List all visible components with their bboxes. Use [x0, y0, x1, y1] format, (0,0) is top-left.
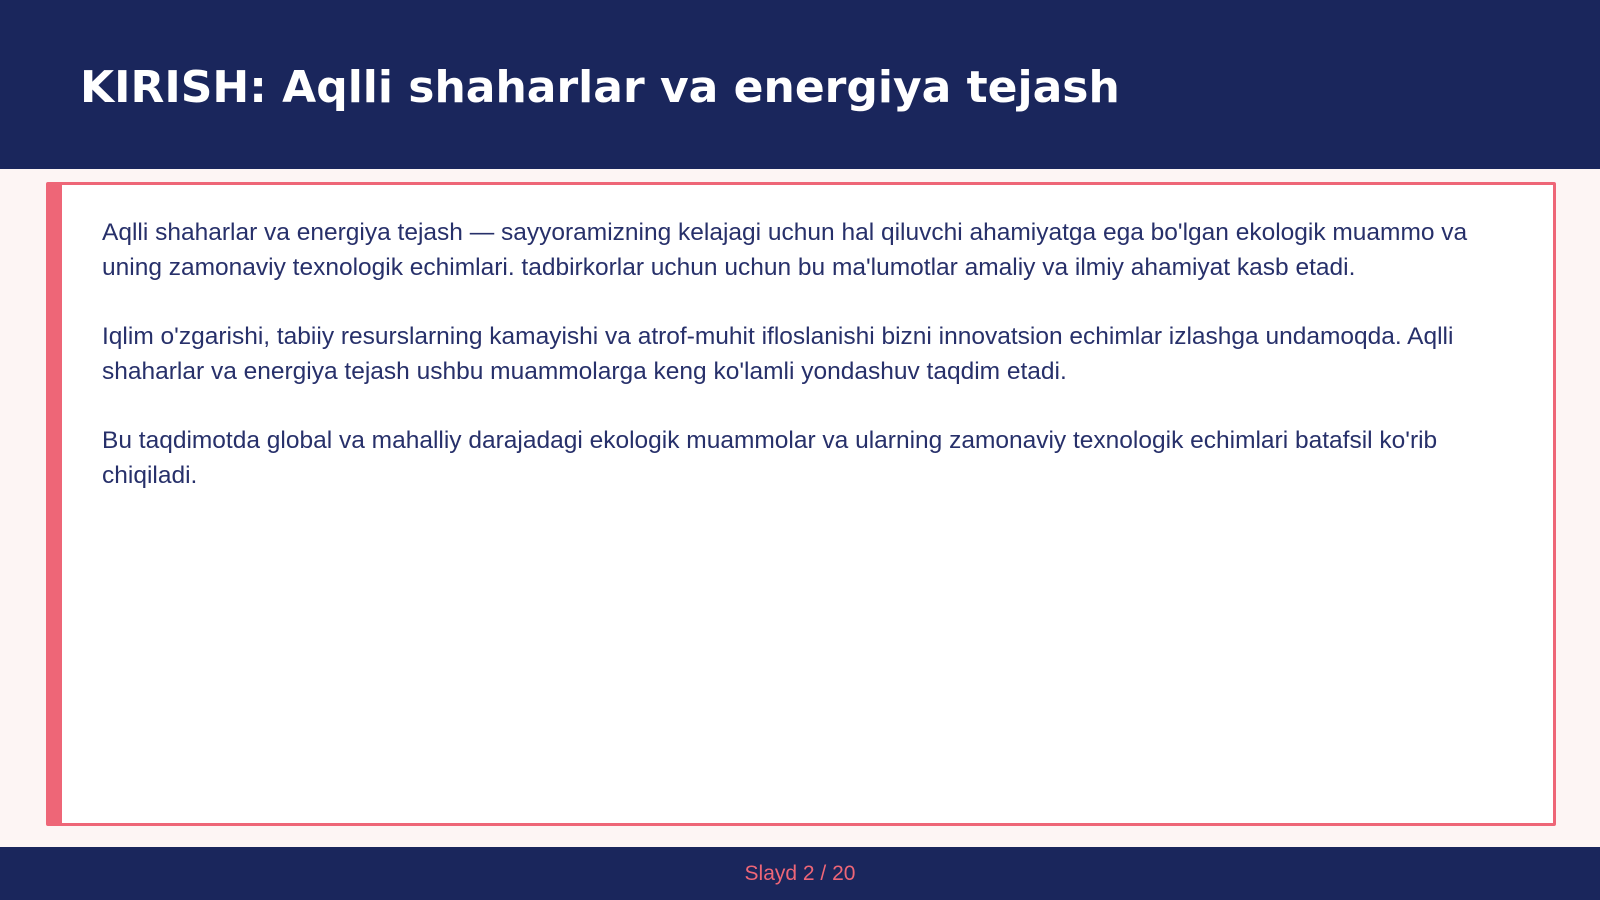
paragraph-climate: Iqlim o'zgarishi, tabiiy resurslarning kamayishi va atrof-muhit ifloslanishi bizni innovatsion echimlar izlashga undamoqda. Aqlli shaharlar va energiya tejash ushbu muammolarga keng ko'lamli yondashuv taqdim etadi.	[102, 323, 1454, 385]
slide-counter: Slayd 2 / 20	[744, 862, 856, 885]
slide-header	[0, 0, 1600, 169]
slide-title: KIRISH: Aqlli shaharlar va energiya tejash	[80, 62, 1120, 113]
paragraph-intro: Aqlli shaharlar va energiya tejash — sayyoramizning kelajagi uchun hal qiluvchi ahamiyatga ega bo'lgan ekologik muammo va uning zamonaviy texnologik echimlari. tadbirkorlar uchun uchun bu ma'lumotlar amaliy va ilmiy ahamiyat kasb etadi.	[102, 219, 1468, 281]
paragraph-overview: Bu taqdimotda global va mahalliy darajadagi ekologik muammolar va ularning zamonaviy texnologik echimlari batafsil ko'rib chiqiladi.	[102, 427, 1438, 489]
slide-footer	[0, 847, 1600, 900]
content-body	[102, 215, 1522, 527]
content-card	[46, 182, 1556, 826]
